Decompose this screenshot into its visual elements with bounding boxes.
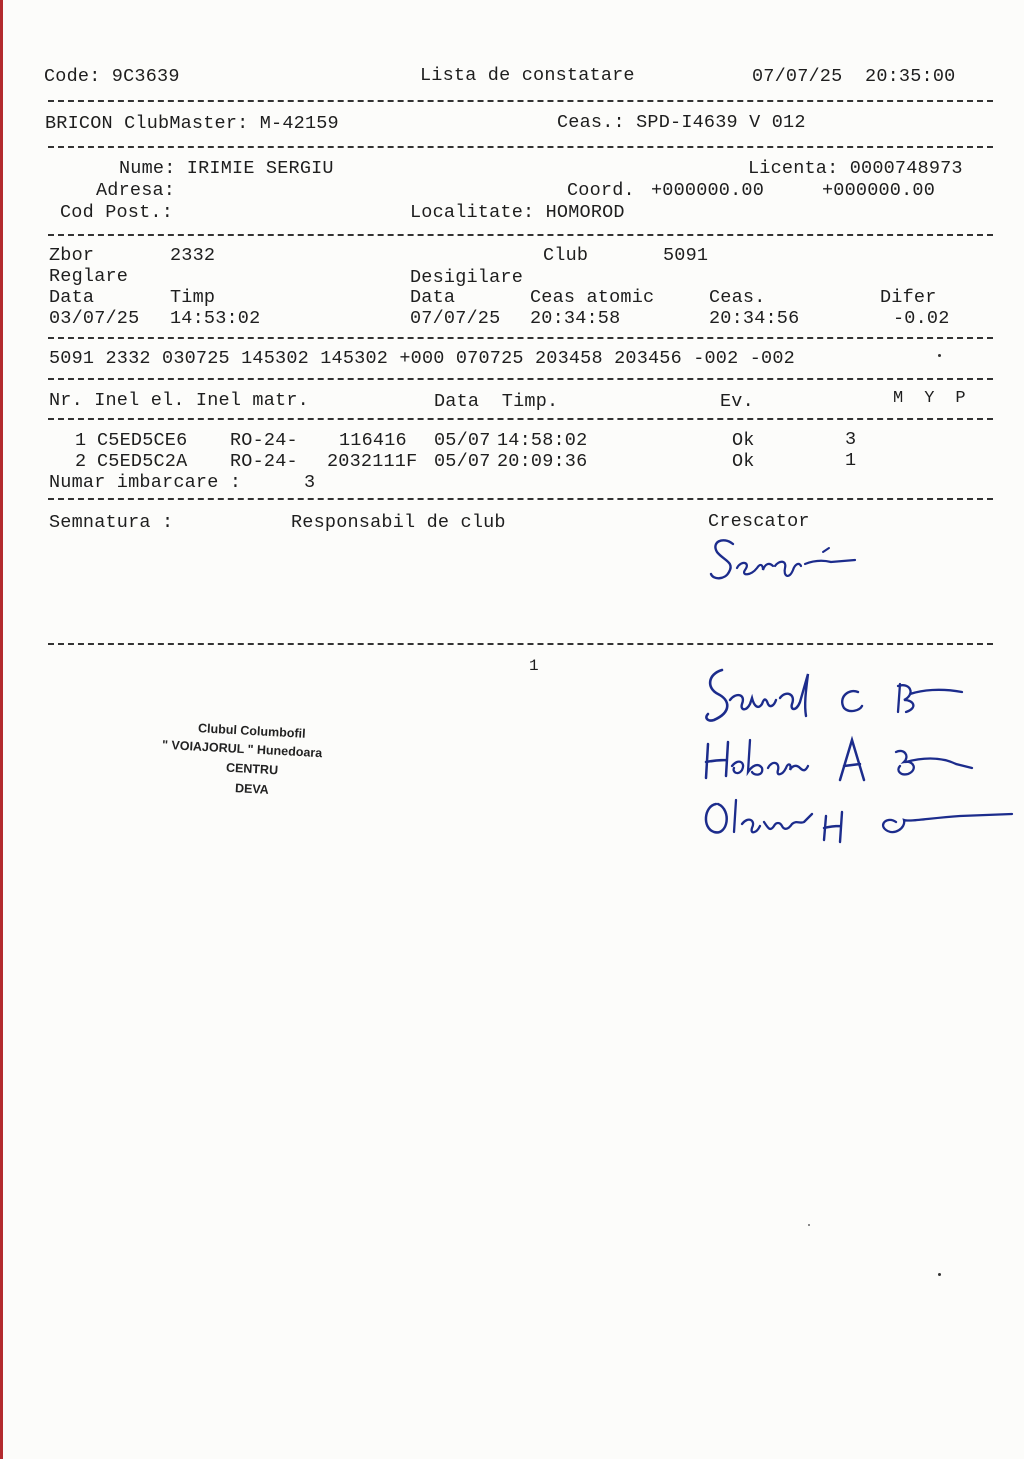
table-header-datetime: Data Timp.: [434, 391, 559, 412]
postal-code-label: Cod Post.:: [60, 202, 174, 223]
coord-value-1: +000000.00: [651, 180, 765, 201]
col-header-clock: Ceas.: [709, 287, 766, 308]
arrival-date: 05/07: [434, 451, 491, 472]
boarding-count-value: 3: [304, 472, 316, 493]
clock-id: Ceas.: SPD-I4639 V 012: [557, 112, 806, 133]
boarding-count-label: Numar imbarcare :: [49, 472, 242, 493]
club-number: 5091: [663, 245, 709, 266]
divider: [48, 418, 993, 420]
stamp-line: " VOIAJORUL " Hunedoara: [161, 737, 323, 761]
m-value: 1: [845, 450, 857, 471]
table-header-rings: Nr. Inel el. Inel matr.: [49, 390, 309, 411]
divider: [48, 337, 993, 339]
col-header-difference: Difer: [880, 287, 937, 308]
breeder-signature: [705, 530, 865, 590]
ring-number: 116416: [339, 430, 407, 451]
table-header-myp: M Y P: [893, 389, 966, 408]
clock-time: 20:34:56: [709, 308, 800, 329]
divider: [48, 100, 993, 102]
divider: [48, 146, 993, 148]
event-status: Ok: [732, 430, 755, 451]
divider: [48, 378, 993, 380]
document-title: Lista de constatare: [420, 65, 635, 86]
commission-signature-2: [700, 730, 980, 790]
setting-date: 03/07/25: [49, 308, 140, 329]
locality: Localitate: HOMOROD: [410, 202, 625, 223]
page-number: 1: [529, 657, 539, 675]
stray-dot: [938, 1273, 941, 1276]
breeder-label: Crescator: [708, 511, 810, 532]
stamp-line: CENTRU: [225, 760, 279, 778]
col-header-time: Timp: [170, 287, 216, 308]
arrival-time: 14:58:02: [497, 430, 588, 451]
unsealing-date: 07/07/25: [410, 308, 501, 329]
electronic-ring: C5ED5CE6: [97, 430, 188, 451]
row-number: 2: [75, 451, 87, 472]
address-label: Adresa:: [96, 180, 176, 201]
row-number: 1: [75, 430, 87, 451]
signature-label: Semnatura :: [49, 512, 174, 533]
flight-number: 2332: [170, 245, 216, 266]
divider: [48, 643, 993, 645]
atomic-clock-time: 20:34:58: [530, 308, 621, 329]
clock-difference: -0.02: [893, 308, 950, 329]
col-header-date-1: Data: [49, 287, 95, 308]
club-label: Club: [543, 245, 589, 266]
ring-number: 2032111F: [327, 451, 418, 472]
encoded-data-line: 5091 2332 030725 145302 145302 +000 070725 203458 203456 -002 -002: [49, 348, 795, 369]
commission-signature-1: [700, 660, 980, 730]
col-header-atomic-clock: Ceas atomic: [530, 287, 655, 308]
ring-prefix: RO-24-: [230, 451, 298, 472]
unsealing-label: Desigilare: [410, 267, 524, 288]
code-label: Code: 9C3639: [44, 66, 180, 87]
stamp-line: DEVA: [234, 781, 270, 797]
arrival-time: 20:09:36: [497, 451, 588, 472]
table-header-event: Ev.: [720, 391, 754, 412]
commission-signature-3: [700, 792, 1015, 847]
stray-dot: [938, 354, 941, 357]
stray-dot: [808, 1224, 810, 1226]
print-datetime: 07/07/25 20:35:00: [752, 66, 956, 87]
arrival-date: 05/07: [434, 430, 491, 451]
club-responsible-label: Responsabil de club: [291, 512, 506, 533]
electronic-ring: C5ED5C2A: [97, 451, 188, 472]
clubmaster-id: BRICON ClubMaster: M-42159: [45, 113, 339, 134]
event-status: Ok: [732, 451, 755, 472]
divider: [48, 234, 993, 236]
flight-label: Zbor: [49, 245, 95, 266]
owner-name: Nume: IRIMIE SERGIU: [119, 158, 334, 179]
divider: [48, 498, 993, 500]
stamp-line: Clubul Columbofil: [197, 721, 306, 741]
m-value: 3: [845, 429, 857, 450]
license-number: Licenta: 0000748973: [748, 158, 963, 179]
setting-time: 14:53:02: [170, 308, 261, 329]
setting-label: Reglare: [49, 266, 129, 287]
coord-value-2: +000000.00: [822, 180, 936, 201]
paper-red-edge: [0, 0, 3, 1459]
ring-prefix: RO-24-: [230, 430, 298, 451]
col-header-date-2: Data: [410, 287, 456, 308]
coord-label: Coord.: [567, 180, 635, 201]
